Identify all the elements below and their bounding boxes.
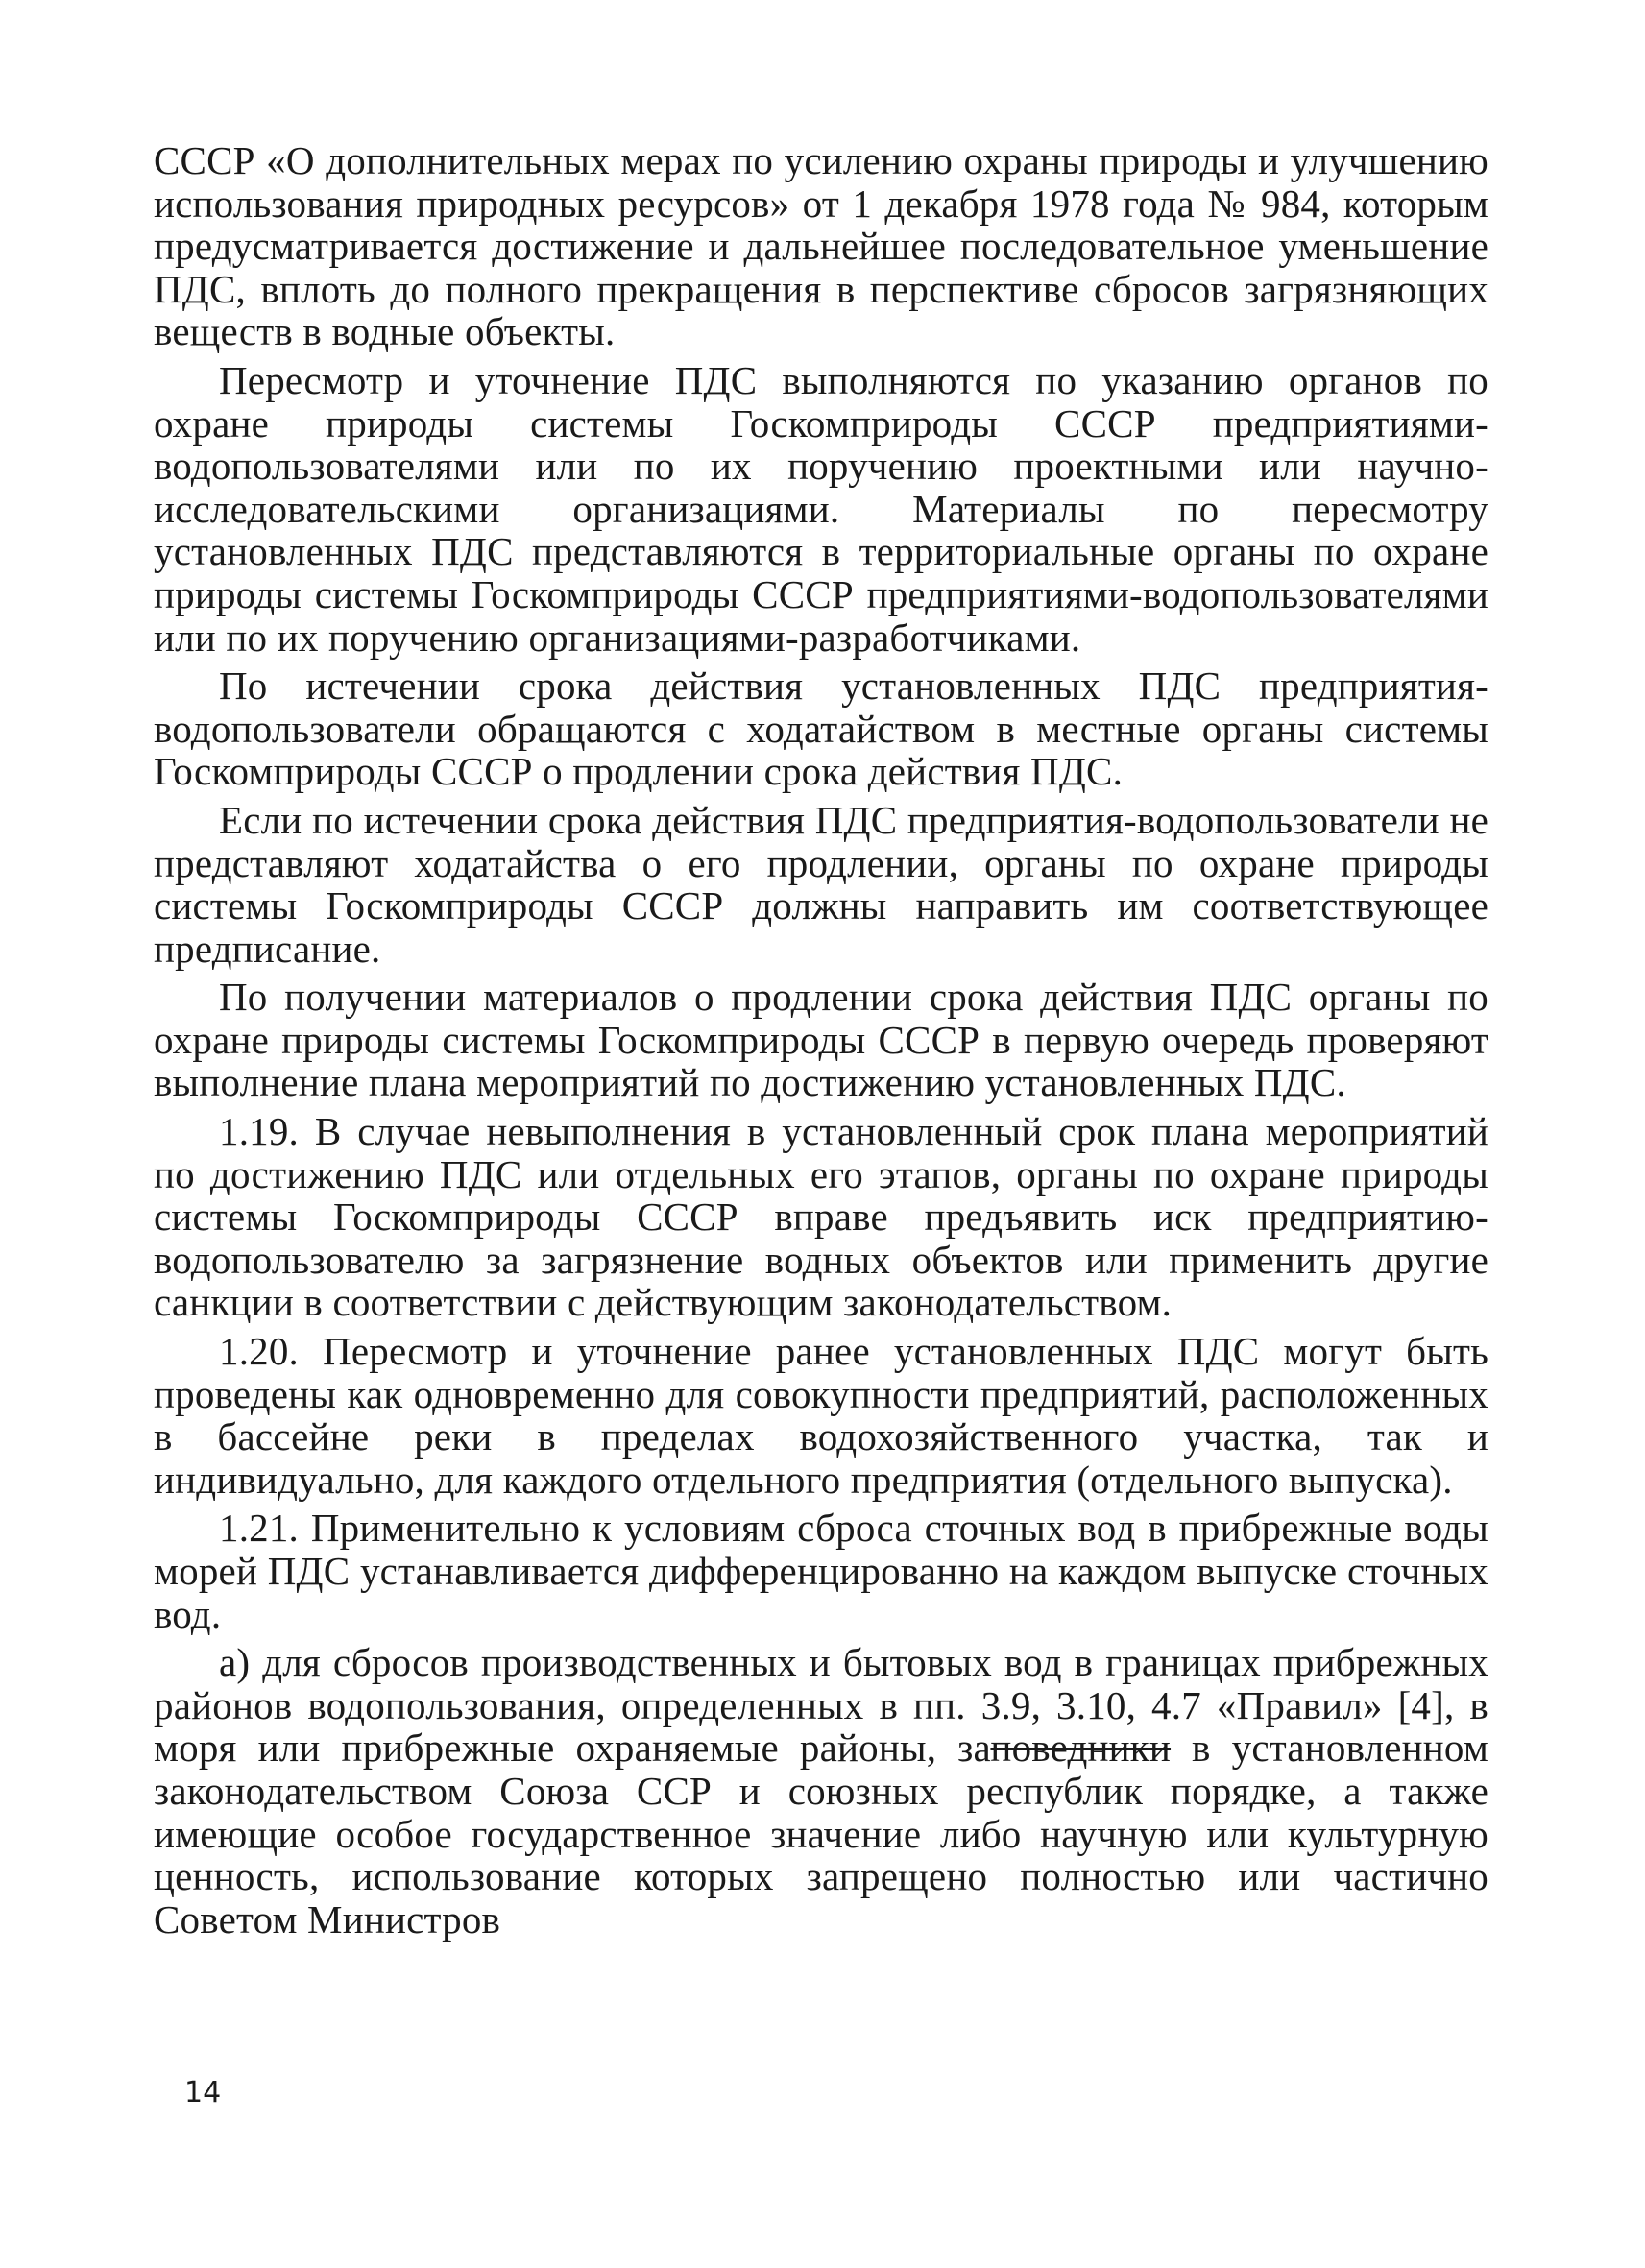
- item-a-text-start: а) для сбросов производственных и бытовых вод в границах прибрежных районов водопользования, определенных в пп. 3.9, 3.10, 4.7 «Правил» [4], в моря или прибрежные охраняемые районы, за: [154, 1640, 1488, 1771]
- paragraph-3: По истечении срока действия установленных ПДС предприятия-водопользователи обращаются с ходатайством в местные органы системы Госкомприроды СССР о продлении срока действия ПДС.: [154, 664, 1488, 794]
- page-number: 14: [184, 2076, 222, 2110]
- paragraph-1-19: 1.19. В случае невыполнения в установленный срок плана мероприятий по достижению ПДС или отдельных его этапов, органы по охране природы системы Госкомприроды СССР вправе предъявить иск предприятию-водопользователю за загрязнение водных объектов или применить другие санкции в соответствии с действующим законодательством.: [154, 1109, 1488, 1325]
- paragraph-item-a: [154, 1641, 1488, 1941]
- body-text: [154, 139, 1488, 1946]
- struck-text: поведники: [990, 1725, 1172, 1771]
- paragraph-4: Если по истечении срока действия ПДС предприятия-водопользователи не представляют ходатайства о его продлении, органы по охране природы системы Госкомприроды СССР должны направить им соответствующее предписание.: [154, 797, 1488, 971]
- paragraph-5: По получении материалов о продлении срока действия ПДС органы по охране природы системы Госкомприроды СССР в первую очередь проверяют выполнение плана мероприятий по достижению установленных ПДС.: [154, 975, 1488, 1105]
- paragraph-1-20: 1.20. Пересмотр и уточнение ранее установленных ПДС могут быть проведены как одновременно для совокупности предприятий, расположенных в бассейне реки в пределах водохозяйственного участка, так и индивидуально, для каждого отдельного предприятия (отдельного выпуска).: [154, 1329, 1488, 1502]
- paragraph-2: Пересмотр и уточнение ПДС выполняются по указанию органов по охране природы системы Госкомприроды СССР предприятиями-водопользователями или по их поручению проектными или научно-исследовательскими организациями. Материалы по пересмотру установленных ПДС представляются в территориальные органы по охране природы системы Госкомприроды СССР предприятиями-водопользователями или по их поручению организациями-разработчиками.: [154, 357, 1488, 660]
- paragraph-1-21: 1.21. Применительно к условиям сброса сточных вод в прибрежные воды морей ПДС устанавливается дифференцированно на каждом выпуске сточных вод.: [154, 1506, 1488, 1636]
- item-a-text-end: в установленном законодательством Союза ССР и союзных республик порядке, а также имеющие особое государственное значение либо научную или культурную ценность, использование которых запрещено полностью или частично Советом Министров: [154, 1725, 1488, 1942]
- paragraph-1: СССР «О дополнительных мерах по усилению охраны природы и улучшению использования природных ресурсов» от 1 декабря 1978 года № 984, которым предусматривается достижение и дальнейшее последовательное уменьшение ПДС, вплоть до полного прекращения в перспективе сбросов загрязняющих веществ в водные объекты.: [154, 138, 1488, 354]
